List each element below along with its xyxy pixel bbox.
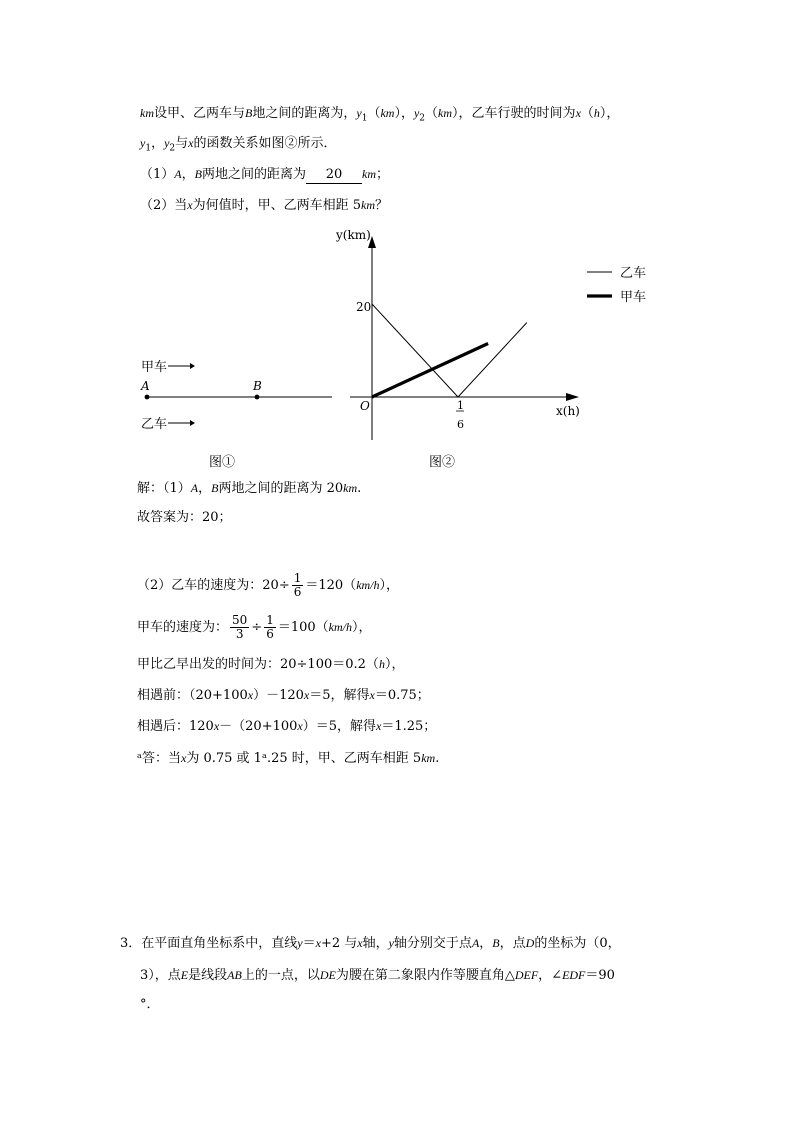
fraction: $\frac{1}{6}$ [266, 613, 274, 641]
point-a-label: A [141, 379, 150, 393]
question-2: （2）当x为何值时，甲、乙两车相距 5km？ [140, 198, 389, 213]
series-line-jia [372, 344, 488, 398]
figure-1 [140, 360, 332, 470]
x-axis-label: x(h) [556, 404, 580, 418]
legend-label-jia: 甲车 [620, 290, 647, 305]
x-axis-arrow-icon [566, 393, 579, 401]
jia-car-label: 甲车 [141, 360, 168, 375]
series-line-yi [372, 304, 527, 397]
fraction: $\frac{50}{3}$ [232, 613, 248, 641]
yi-arrowhead-icon [190, 420, 195, 426]
jia-arrowhead-icon [190, 363, 195, 369]
x-tick-numerator: 1 [457, 399, 464, 412]
point-a-dot [145, 395, 150, 400]
answer-blank: 20 [306, 167, 362, 184]
figure-1-caption: 图① [209, 455, 236, 470]
question-3-line-1: 3．在平面直角坐标系中，直线y＝x+2 与x轴，y轴分别交于点A，B，点D的坐标为（0， [120, 936, 621, 951]
solution-line-2: 故答案为：20； [137, 510, 232, 525]
x-tick-denominator: 6 [457, 418, 464, 431]
legend-label-yi: 乙车 [620, 266, 647, 281]
solution-line-6: 相遇前：（20+100x）－120x＝5，解得x＝0.75； [137, 688, 430, 703]
y-axis-label: y(km) [336, 228, 371, 242]
intro-line-1: km设甲、乙两车与B地之间的距离为，$y_1(km)$，$y_2(km)$，乙车行驶的时间为x（h）， [140, 106, 620, 124]
figure-2 [335, 228, 646, 470]
yi-car-label: 乙车 [141, 417, 168, 432]
solution-line-8: ᵃ答：当x为 0.75 或 1ᵃ.25 时，甲、乙两车相距 5km. [137, 751, 440, 766]
point-b-dot [255, 395, 260, 400]
origin-label: O [360, 399, 370, 413]
point-b-label: B [253, 379, 262, 393]
intro-line-2: $y_1$，$y_2$与x的函数关系如图②所示． [140, 136, 337, 154]
fraction: $\frac{1}{6}$ [293, 571, 302, 599]
question-3-line-2: 3），点E是线段AB上的一点，以DE为腰在第二象限内作等腰直角△DEF，∠EDF＝90 [140, 968, 615, 983]
solution-line-4: 甲车的速度为： $\frac{50}{3}$ ÷ $\frac{1}{6}$ ＝100（km/h）， [137, 613, 372, 641]
question-1: （1）A，B两地之间的距离为 20 km； [140, 167, 390, 182]
solution-line-3: （2）乙车的速度为：20÷ $\frac{1}{6}$ ＝120（km/h）， [137, 571, 400, 599]
question-3-line-3: °． [140, 997, 160, 1012]
solution-line-7: 相遇后：120x－（20+100x）＝5，解得x＝1.25； [137, 719, 437, 734]
y-tick-20: 20 [356, 300, 372, 314]
solution-line-5: 甲比乙早出发的时间为：20÷100＝0.2（h）， [137, 657, 405, 672]
solution-line-1: 解：（1）A，B两地之间的距离为 20km. [137, 481, 362, 496]
figure-2-caption: 图② [429, 455, 456, 470]
